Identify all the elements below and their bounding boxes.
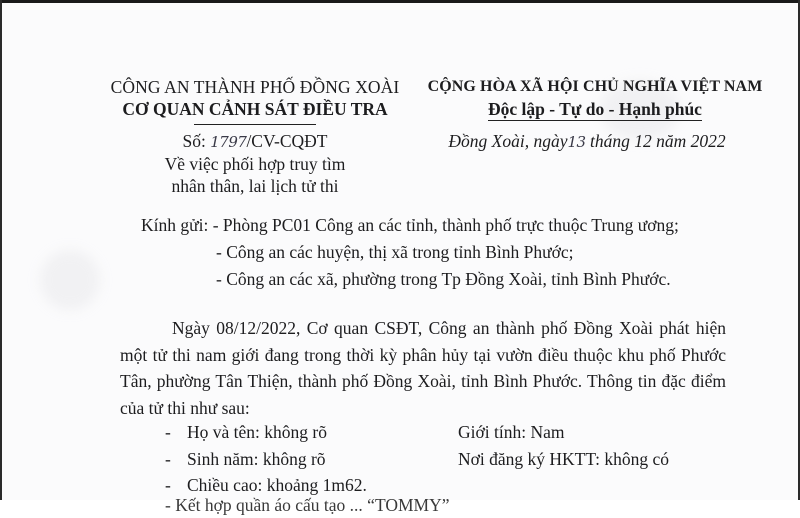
issuing-agency-block <box>90 76 420 197</box>
recipients-label: Kính gửi: <box>141 215 209 235</box>
deceased-details-list <box>165 419 669 499</box>
number-suffix: /CV-CQĐT <box>246 131 328 151</box>
list-item <box>165 446 669 473</box>
list-dash: - <box>165 448 171 469</box>
document-number <box>90 130 420 153</box>
recipient-item: - Công an các xã, phường trong Tp Đồng Xoài, tỉnh Bình Phước. <box>216 269 671 289</box>
list-dash: - <box>165 475 171 495</box>
national-header-block <box>410 76 780 153</box>
fact-height: Chiều cao: khoảng 1m62. <box>187 475 367 495</box>
recipients-block <box>141 212 679 293</box>
recipient-row <box>141 212 679 239</box>
nation-title: CỘNG HÒA XÃ HỘI CHỦ NGHĨA VIỆT NAM <box>427 78 763 95</box>
list-item <box>165 419 669 446</box>
scan-edge-left <box>0 0 2 500</box>
scan-edge-top <box>0 0 800 3</box>
fact-gender: Giới tính: Nam <box>458 422 565 442</box>
clipped-next-line: - Kết hợp quần áo cấu tạo ... “TOMMY” <box>165 495 450 515</box>
agency-divider <box>194 124 316 125</box>
fact-residence: Nơi đăng ký HKTT: không có <box>458 448 670 469</box>
number-prefix: Số: <box>182 131 206 151</box>
fact-name: Họ và tên: không rõ <box>187 422 327 442</box>
place-and-date <box>394 130 780 153</box>
agency-parent: CÔNG AN THÀNH PHỐ ĐỒNG XOÀI <box>110 77 400 97</box>
recipient-row <box>141 239 679 266</box>
handwritten-number: 1797 <box>210 133 247 151</box>
subject-line-2: nhân thân, lai lịch tử thi <box>171 176 339 196</box>
recipient-row <box>141 266 679 293</box>
national-motto: Độc lập - Tự do - Hạnh phúc <box>488 99 702 119</box>
fact-birth-year: Sinh năm: không rõ <box>187 448 326 469</box>
list-dash: - <box>165 422 171 442</box>
agency-name: CƠ QUAN CẢNH SÁT ĐIỀU TRA <box>122 99 388 119</box>
subject-line-1: Về việc phối hợp truy tìm <box>164 154 346 174</box>
recipient-item: - Phòng PC01 Công an các tỉnh, thành phố trực thuộc Trung ương; <box>212 215 679 235</box>
scan-smudge <box>40 250 100 310</box>
handwritten-day: 13 <box>567 133 586 151</box>
date-suffix: tháng 12 năm 2022 <box>589 131 726 151</box>
recipient-item: - Công an các huyện, thị xã trong tỉnh Bình Phước; <box>216 242 574 262</box>
date-prefix: Đồng Xoài, ngày <box>448 131 568 151</box>
body-paragraph: Ngày 08/12/2022, Cơ quan CSĐT, Công an thành phố Đồng Xoài phát hiện một tử thi nam giới đang trong thời kỳ phân hủy tại vườn điều thuộc khu phố Phước Tân, phường Tân Thiện, thành phố Đồng Xoài, tỉnh Bình Phước. Thông tin đặc điểm của tử thi như sau: <box>120 318 726 418</box>
